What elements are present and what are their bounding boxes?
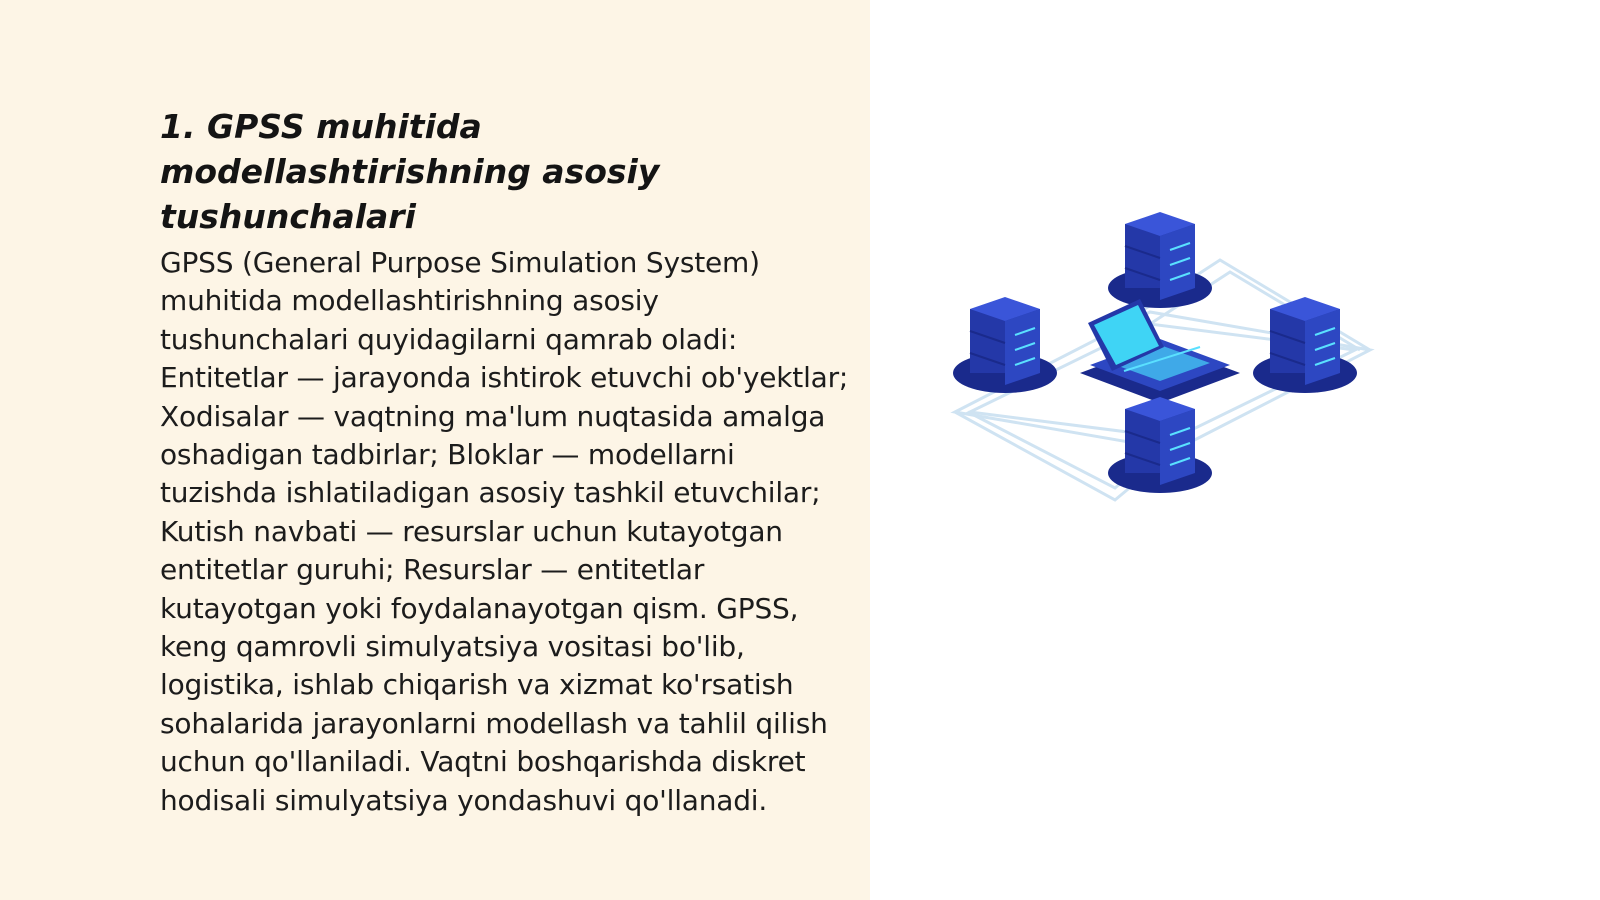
server-icon <box>1108 397 1212 493</box>
server-icon <box>1108 212 1212 308</box>
slide-body-text: GPSS (General Purpose Simulation System) muhitida modellashtirishning asosiy tushunchalari quyidagilarni qamrab oladi: Entitetlar — jarayonda ishtirok etuvchi ob'yektlar; Xodisalar — vaqtning ma'lum nuqtasida amalga oshadigan tadbirlar; Bloklar — modellarni tuzishda ishlatiladigan asosiy tashkil etuvchilar; Kutish navbati — resurslar uchun kutayotgan entitetlar guruhi; Resurslar — entitetlar kutayotgan yoki foydalanayotgan qism. GPSS, keng qamrovli simulyatsiya vositasi bo'lib, logistika, ishlab chiqarish va xizmat ko'rsatish sohalarida jarayonlarni modellash va tahlil qilish uchun qo'llaniladi. Vaqtni boshqarishda diskret hodisali simulyatsiya yondashuvi qo'llanadi. <box>160 246 849 817</box>
network-servers-laptop-icon <box>940 200 1400 530</box>
slide-title: 1. GPSS muhitida modellashtirishning asosiy tushunchalari <box>160 107 660 236</box>
server-icon <box>953 297 1057 393</box>
